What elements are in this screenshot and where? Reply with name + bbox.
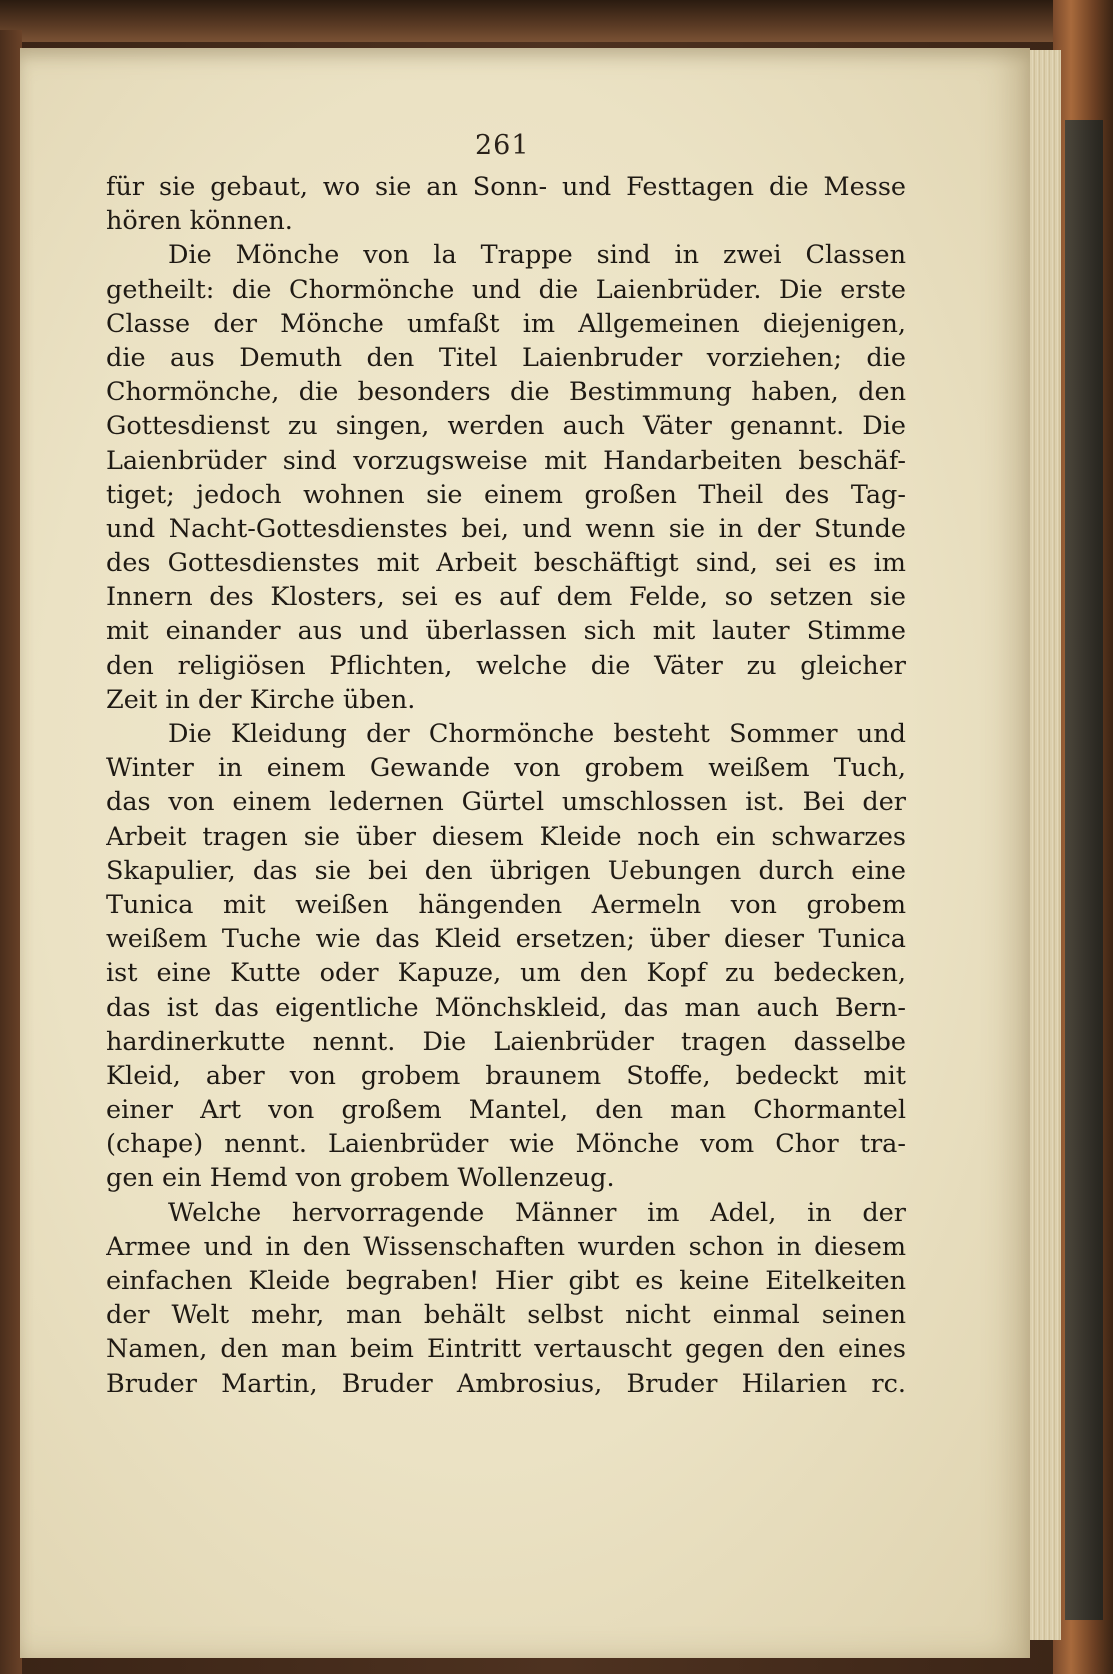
text-line: einer Art von großem Mantel, den man Chormantel — [106, 1095, 906, 1126]
text-line: Laienbrüder sind vorzugsweise mit Handarbeiten beschäf- — [106, 445, 906, 476]
text-line: Namen, den man beim Eintritt vertauscht gegen den eines — [106, 1334, 906, 1365]
text-line: Tunica mit weißen hängenden Aermeln von grobem — [106, 889, 906, 920]
text-line: und Nacht-Gottesdienstes bei, und wenn sie in der Stunde — [106, 513, 906, 544]
text-line: getheilt: die Chormönche und die Laienbrüder. Die erste — [106, 274, 906, 305]
text-line: (chape) nennt. Laienbrüder wie Mönche vom Chor tra- — [106, 1129, 906, 1160]
text-line: einfachen Kleide begraben! Hier gibt es keine Eitelkeiten — [106, 1266, 906, 1296]
text-line: Skapulier, das sie bei den übrigen Uebungen durch eine — [106, 855, 906, 886]
text-line: Die Mönche von la Trappe sind in zwei Classen — [168, 240, 906, 271]
text-line: Die Kleidung der Chormönche besteht Sommer und — [168, 719, 906, 749]
text-line: hören können. — [106, 206, 293, 237]
text-line: Winter in einem Gewande von grobem weißem Tuch, — [106, 753, 906, 784]
page-number: 261 — [475, 130, 530, 161]
text-line: Chormönche, die besonders die Bestimmung haben, den — [106, 377, 906, 408]
book-cover-top — [0, 0, 1113, 42]
text-line: Gottesdienst zu singen, werden auch Väter genannt. Die — [106, 411, 906, 442]
text-line: die aus Demuth den Titel Laienbruder vorziehen; die — [106, 342, 906, 373]
text-line: weißem Tuche wie das Kleid ersetzen; über dieser Tunica — [106, 924, 906, 955]
text-line: der Welt mehr, man behält selbst nicht einmal seinen — [106, 1300, 906, 1331]
text-line: mit einander aus und überlassen sich mit lauter Stimme — [106, 616, 906, 647]
text-line: das von einem ledernen Gürtel umschlossen ist. Bei der — [106, 787, 906, 818]
text-line: tiget; jedoch wohnen sie einem großen Theil des Tag- — [106, 479, 906, 510]
text-line: den religiösen Pflichten, welche die Väter zu gleicher — [106, 650, 906, 681]
text-line: für sie gebaut, wo sie an Sonn- und Festtagen die Messe — [106, 172, 906, 202]
text-line: des Gottesdienstes mit Arbeit beschäftigt sind, sei es im — [106, 548, 906, 579]
text-line: Classe der Mönche umfaßt im Allgemeinen diejenigen, — [106, 308, 906, 339]
book-page — [20, 48, 1030, 1658]
text-line: Arbeit tragen sie über diesem Kleide noch ein schwarzes — [106, 821, 906, 852]
text-line: Kleid, aber von grobem braunem Stoffe, bedeckt mit — [106, 1060, 906, 1091]
book-cover-left — [0, 30, 22, 1674]
text-line: Zeit in der Kirche üben. — [106, 684, 416, 715]
text-line: Armee und in den Wissenschaften wurden schon in diesem — [106, 1231, 906, 1262]
text-line: Welche hervorragende Männer im Adel, in der — [168, 1197, 906, 1228]
text-line: Innern des Klosters, sei es auf dem Felde, so setzen sie — [106, 582, 906, 613]
text-line: das ist das eigentliche Mönchskleid, das man auch Bern- — [106, 992, 906, 1023]
body-text — [106, 170, 906, 1401]
text-line: ist eine Kutte oder Kapuze, um den Kopf zu bedecken, — [106, 958, 906, 989]
book-spine-cloth — [1065, 120, 1103, 1620]
text-line: gen ein Hemd von grobem Wollenzeug. — [106, 1163, 615, 1194]
text-line: Bruder Martin, Bruder Ambrosius, Bruder Hilarien rc. — [106, 1368, 906, 1399]
text-line: hardinerkutte nennt. Die Laienbrüder tragen dasselbe — [106, 1026, 906, 1057]
